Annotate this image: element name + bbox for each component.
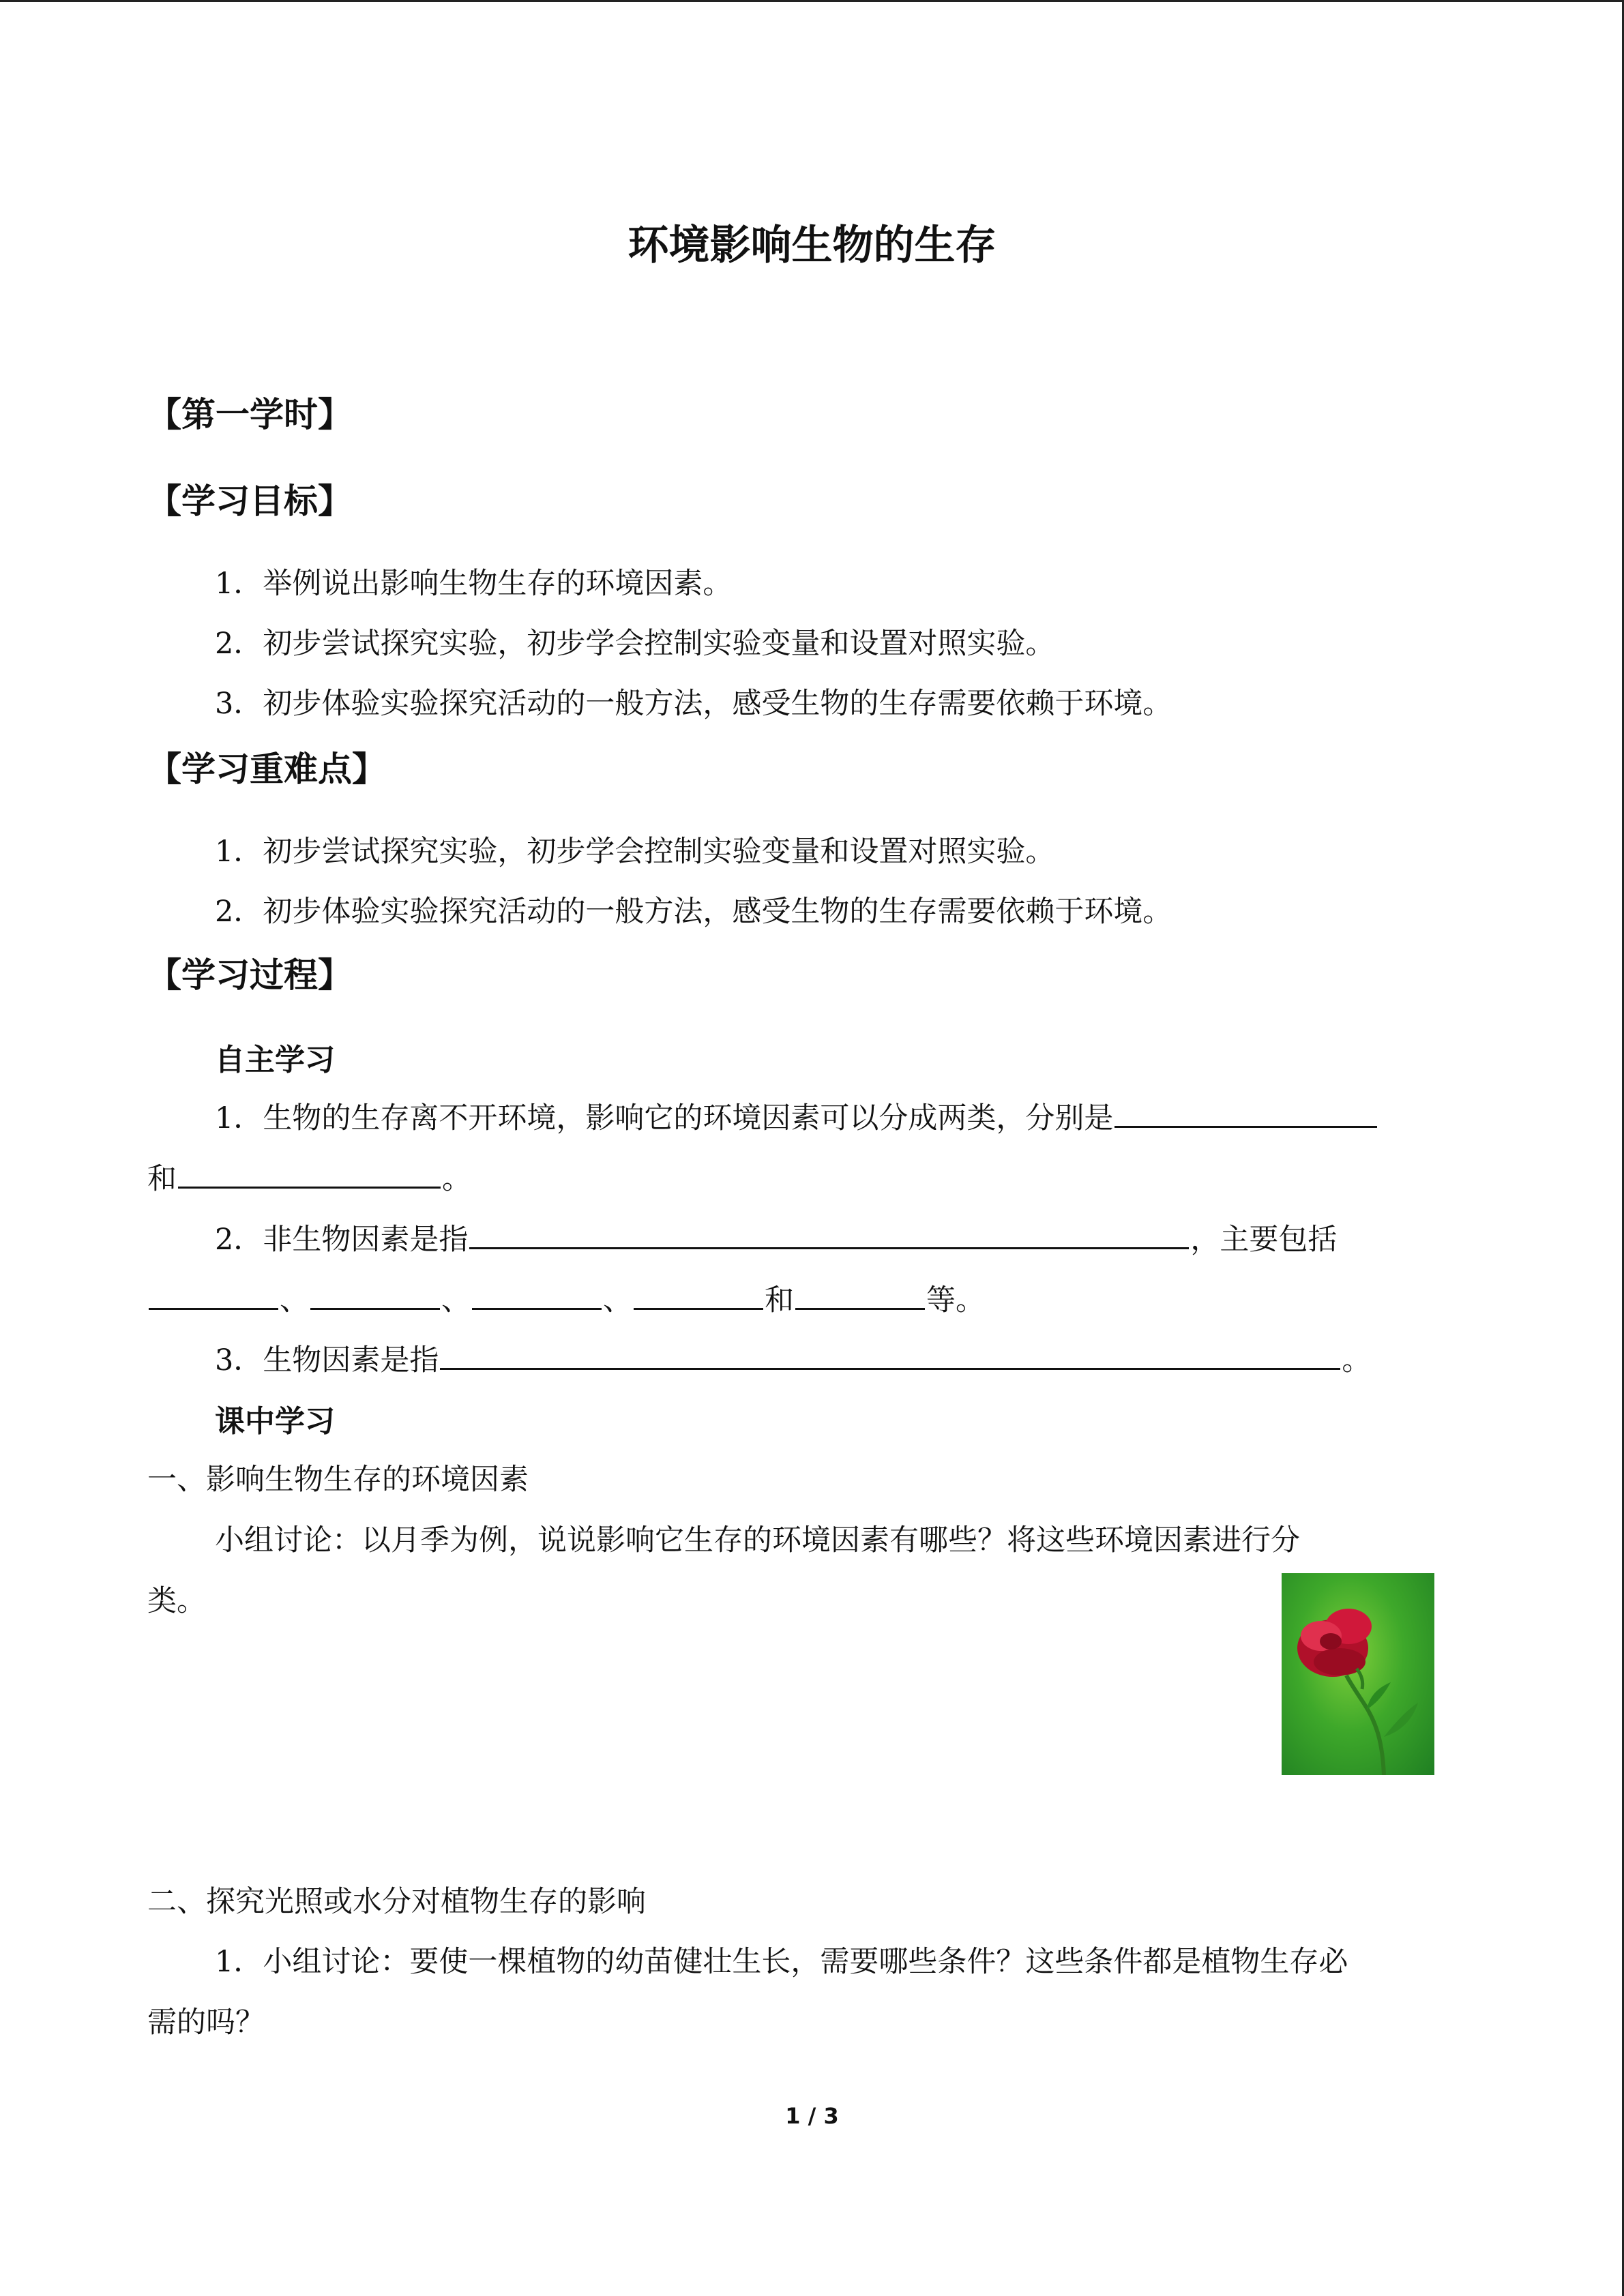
answer-blank[interactable] (634, 1307, 763, 1310)
answer-blank[interactable] (472, 1307, 602, 1310)
page-border-top (0, 0, 1624, 2)
separator: 、 (603, 1283, 632, 1317)
objective-item-2: 2．初步尝试探究实验，初步学会控制实验变量和设置对照实验。 (215, 627, 1055, 661)
answer-blank[interactable] (795, 1307, 925, 1310)
objective-item-1: 1．举例说出影响生物生存的环境因素。 (215, 567, 733, 601)
process-heading: 【学习过程】 (147, 955, 352, 995)
part-2-title: 二、探究光照或水分对植物生存的影响 (147, 1885, 646, 1919)
rose-photo (1282, 1573, 1434, 1775)
question-2-mid: ，主要包括 (1190, 1223, 1338, 1257)
part-1-text: 小组讨论：以月季为例，说说影响它生存的环境因素有哪些？将这些环境因素进行分 (215, 1523, 1300, 1557)
separator: 、 (441, 1283, 471, 1317)
answer-blank[interactable] (310, 1307, 440, 1310)
answer-blank[interactable] (469, 1247, 1189, 1249)
self-study-question-2 (215, 1217, 1337, 1258)
lesson-heading: 【第一学时】 (147, 395, 352, 434)
answer-blank[interactable] (1114, 1125, 1377, 1128)
part-1-title: 一、影响生物生存的环境因素 (147, 1463, 529, 1497)
question-2-end: 等。 (926, 1283, 985, 1317)
answer-blank[interactable] (149, 1307, 278, 1310)
part-1-text-cont: 类。 (147, 1584, 206, 1618)
answer-blank[interactable] (178, 1186, 441, 1189)
key-points-heading: 【学习重难点】 (147, 749, 386, 789)
part-2-question-1-cont: 需的吗？ (147, 2006, 265, 2040)
objective-item-3: 3．初步体验实验探究活动的一般方法，感受生物的生存需要依赖于环境。 (215, 687, 1172, 721)
self-study-question-1 (215, 1095, 1378, 1137)
key-point-item-1: 1．初步尝试探究实验，初步学会控制实验变量和设置对照实验。 (215, 835, 1055, 869)
self-study-question-2-cont (147, 1277, 985, 1319)
self-study-question-3 (215, 1337, 1371, 1379)
question-3-end: 。 (1342, 1343, 1372, 1377)
key-point-item-2: 2．初步体验实验探究活动的一般方法，感受生物的生存需要依赖于环境。 (215, 895, 1172, 929)
class-study-heading: 课中学习 (215, 1404, 335, 1439)
page-number: 1 / 3 (785, 2103, 839, 2129)
question-2-text: 2．非生物因素是指 (215, 1223, 469, 1257)
question-2-and: 和 (765, 1283, 794, 1317)
self-study-heading: 自主学习 (215, 1043, 335, 1077)
question-1-and: 和 (147, 1162, 177, 1196)
objectives-heading: 【学习目标】 (147, 481, 352, 521)
question-1-text: 1．生物的生存离不开环境，影响它的环境因素可以分成两类，分别是 (215, 1101, 1114, 1135)
answer-blank[interactable] (440, 1367, 1340, 1370)
document-title: 环境影响生物的生存 (628, 222, 996, 269)
question-3-text: 3．生物因素是指 (215, 1343, 439, 1377)
rose-icon (1282, 1573, 1434, 1775)
self-study-question-1-cont (147, 1156, 471, 1197)
part-2-question-1: 1．小组讨论：要使一棵植物的幼苗健壮生长，需要哪些条件？这些条件都是植物生存必 (215, 1945, 1348, 1979)
separator: 、 (280, 1283, 309, 1317)
question-1-end: 。 (442, 1162, 471, 1196)
